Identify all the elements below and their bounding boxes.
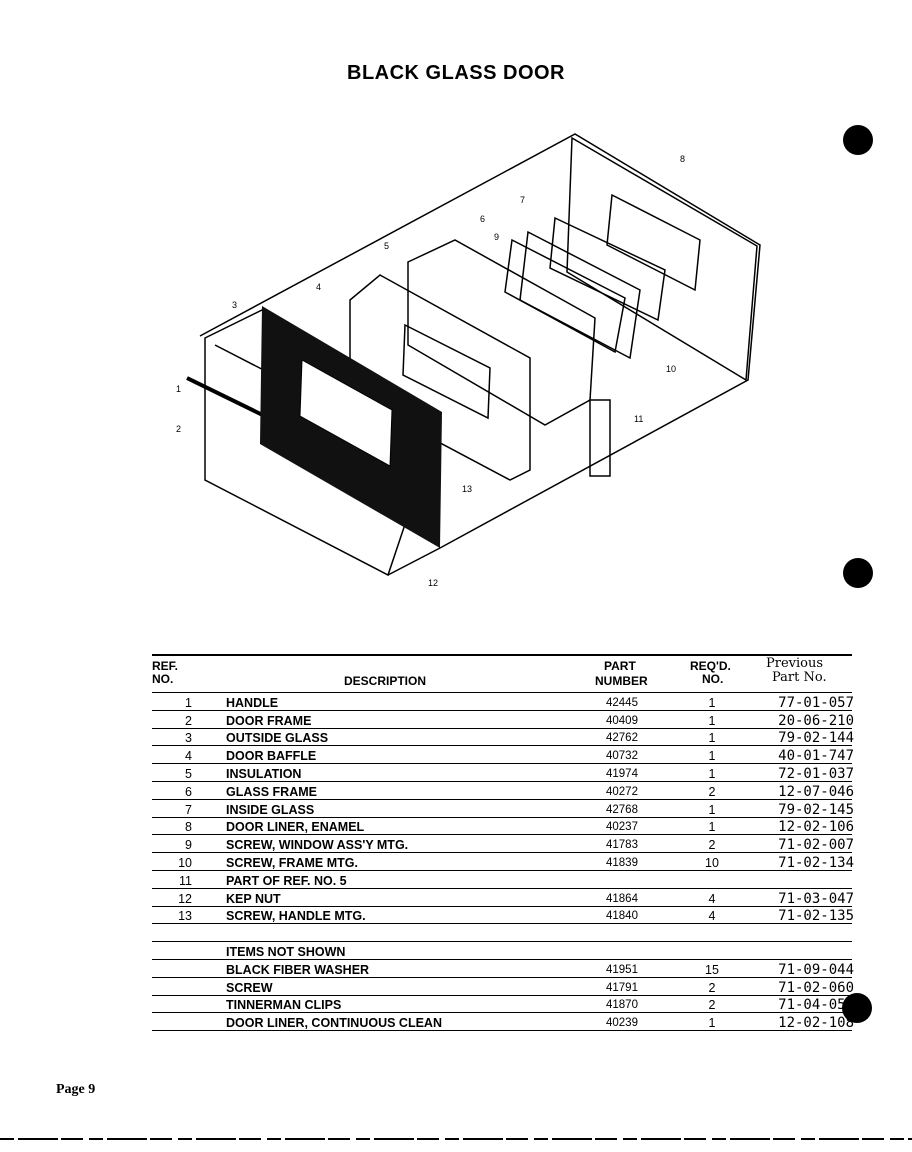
reqd-header-1: REQ'D. xyxy=(690,659,731,673)
part-number-cell: 41951 xyxy=(606,963,638,976)
table-row xyxy=(152,1013,852,1031)
ref-header-2: NO. xyxy=(152,672,174,686)
description-cell: KEP NUT xyxy=(226,891,281,906)
reqd-cell: 1 xyxy=(708,802,716,817)
ref-cell: 7 xyxy=(185,802,192,817)
callout-label: 1 xyxy=(176,384,182,394)
callout-label: 11 xyxy=(634,414,644,424)
callout-label: 6 xyxy=(480,214,486,224)
reqd-cell: 2 xyxy=(708,838,716,853)
previous-part-cell: 71-02-060 xyxy=(778,979,854,996)
table-row xyxy=(152,693,852,711)
liner-window xyxy=(607,195,700,290)
previous-part-cell: 79-02-145 xyxy=(778,801,854,818)
scan-edge-artifact xyxy=(0,1136,912,1142)
reqd-cell: 1 xyxy=(708,1016,716,1031)
callout-label: 12 xyxy=(428,578,439,588)
description-cell: HANDLE xyxy=(226,695,279,710)
description-cell: TINNERMAN CLIPS xyxy=(226,998,342,1013)
table-row xyxy=(152,942,852,960)
table-row xyxy=(152,978,852,996)
table-row xyxy=(152,835,852,853)
callout-label: 3 xyxy=(232,300,238,310)
table-row xyxy=(152,960,852,978)
part-number-cell: 42762 xyxy=(606,732,638,745)
table-body xyxy=(152,693,852,1031)
door-liner-8 xyxy=(567,138,757,380)
part-number-cell: 42445 xyxy=(606,696,638,709)
description-header: DESCRIPTION xyxy=(344,674,427,688)
reqd-cell: 10 xyxy=(705,855,719,870)
reqd-cell: 1 xyxy=(708,749,716,764)
description-cell: DOOR LINER, CONTINUOUS CLEAN xyxy=(226,1016,442,1031)
callout-label: 13 xyxy=(462,484,473,494)
exploded-door-diagram xyxy=(160,120,800,600)
ref-cell: 3 xyxy=(185,731,192,746)
ref-cell: 9 xyxy=(185,838,192,853)
previous-part-cell: 40-01-747 xyxy=(778,748,854,765)
previous-part-cell: 77-01-057 xyxy=(778,694,854,711)
ref-cell: 2 xyxy=(185,713,192,728)
reqd-cell: 15 xyxy=(705,962,719,977)
description-cell: INSIDE GLASS xyxy=(226,802,315,817)
description-cell: DOOR FRAME xyxy=(226,713,312,728)
part-number-cell: 42768 xyxy=(606,803,638,816)
reqd-cell: 4 xyxy=(708,909,716,924)
reqd-cell: 1 xyxy=(708,820,716,835)
table-row xyxy=(152,729,852,747)
previous-part-cell: 79-02-144 xyxy=(778,730,854,747)
previous-part-cell: 20-06-210 xyxy=(778,712,854,729)
previous-part-cell: 71-02-134 xyxy=(778,854,854,871)
part-number-cell: 41783 xyxy=(606,839,638,852)
part-number-cell: 40239 xyxy=(606,1017,638,1030)
description-cell: INSULATION xyxy=(226,766,302,781)
reqd-cell: 2 xyxy=(708,998,716,1013)
description-cell: BLACK FIBER WASHER xyxy=(226,962,370,977)
glass-frame-6 xyxy=(520,232,640,358)
table-row xyxy=(152,924,852,942)
ref-cell: 5 xyxy=(185,766,192,781)
part-header-1: PART xyxy=(604,659,636,673)
parts-table xyxy=(152,654,852,1031)
callout-label: 5 xyxy=(384,241,390,251)
description-cell: SCREW, WINDOW ASS'Y MTG. xyxy=(226,838,409,853)
reqd-cell: 1 xyxy=(708,695,716,710)
part-number-cell: 41974 xyxy=(606,767,638,780)
part-number-cell: 41791 xyxy=(606,981,638,994)
ref-header-1: REF. xyxy=(152,659,179,673)
reqd-header-2: NO. xyxy=(702,672,724,686)
binder-hole-top xyxy=(843,125,873,155)
table-row xyxy=(152,907,852,925)
table-row xyxy=(152,782,852,800)
part-number-cell: 41840 xyxy=(606,910,638,923)
part-header-2: NUMBER xyxy=(595,674,648,688)
previous-part-cell: 12-02-108 xyxy=(778,1015,854,1032)
table-row xyxy=(152,746,852,764)
callout-label: 8 xyxy=(680,154,686,164)
previous-part-cell: 71-04-056 xyxy=(778,997,854,1014)
part-number-cell: 40272 xyxy=(606,785,638,798)
ref-cell: 8 xyxy=(185,820,192,835)
description-cell: SCREW, FRAME MTG. xyxy=(226,855,358,870)
previous-part-cell: 72-01-037 xyxy=(778,765,854,782)
ref-cell: 13 xyxy=(178,909,192,924)
callout-label: 10 xyxy=(666,364,677,374)
ref-cell: 10 xyxy=(178,855,192,870)
reqd-cell: 2 xyxy=(708,980,716,995)
table-header xyxy=(152,654,852,693)
reqd-cell: 4 xyxy=(708,891,716,906)
reqd-cell: 1 xyxy=(708,713,716,728)
callout-label: 9 xyxy=(494,232,500,242)
prev-header-2: Part No. xyxy=(772,670,827,685)
reqd-cell: 2 xyxy=(708,784,716,799)
table-row xyxy=(152,889,852,907)
reqd-cell: 1 xyxy=(708,731,716,746)
part-number-cell: 41864 xyxy=(606,892,638,905)
callout-label: 7 xyxy=(520,195,526,205)
page-number: Page 9 xyxy=(56,1082,96,1097)
description-cell: SCREW xyxy=(226,980,273,995)
previous-part-cell: 71-09-044 xyxy=(778,961,854,978)
description-cell: ITEMS NOT SHOWN xyxy=(226,944,346,959)
ref-cell: 1 xyxy=(185,695,192,710)
description-cell: PART OF REF. NO. 5 xyxy=(226,873,347,888)
previous-part-cell: 12-02-106 xyxy=(778,819,854,836)
binder-hole-middle xyxy=(843,558,873,588)
ref-cell: 6 xyxy=(185,784,192,799)
table-row xyxy=(152,871,852,889)
table-row xyxy=(152,996,852,1014)
ref-cell: 11 xyxy=(179,873,192,888)
table-row xyxy=(152,800,852,818)
part-number-cell: 41870 xyxy=(606,999,638,1012)
description-cell: DOOR LINER, ENAMEL xyxy=(226,820,365,835)
description-cell: DOOR BAFFLE xyxy=(226,749,317,764)
table-row xyxy=(152,818,852,836)
table-row xyxy=(152,764,852,782)
previous-part-cell: 71-03-047 xyxy=(778,890,854,907)
previous-part-cell: 12-07-046 xyxy=(778,783,854,800)
previous-part-cell: 71-02-007 xyxy=(778,837,854,854)
prev-header-1: Previous xyxy=(766,656,824,671)
page-title: BLACK GLASS DOOR xyxy=(347,62,565,84)
part-number-cell: 40237 xyxy=(606,821,638,834)
table-row xyxy=(152,711,852,729)
ref-cell: 12 xyxy=(178,891,192,906)
callout-label: 4 xyxy=(316,282,322,292)
reqd-cell: 1 xyxy=(708,766,716,781)
description-cell: GLASS FRAME xyxy=(226,784,317,799)
ref-cell: 4 xyxy=(185,749,192,764)
previous-part-cell: 71-02-135 xyxy=(778,908,854,925)
part-number-cell: 40409 xyxy=(606,714,638,727)
description-cell: SCREW, HANDLE MTG. xyxy=(226,909,366,924)
part-number-cell: 40732 xyxy=(606,750,638,763)
description-cell: OUTSIDE GLASS xyxy=(226,731,329,746)
callout-label: 2 xyxy=(176,424,182,434)
table-row xyxy=(152,853,852,871)
part-number-cell: 41839 xyxy=(606,856,638,869)
